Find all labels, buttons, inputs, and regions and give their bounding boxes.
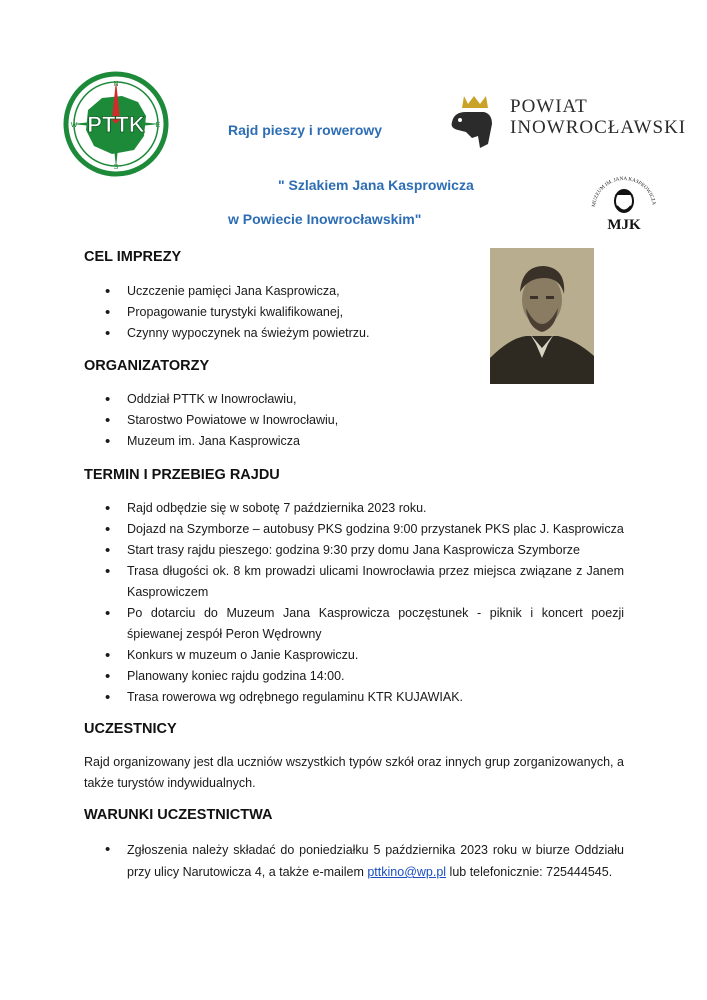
- list-item: • Po dotarciu do Muzeum Jana Kasprowicza poczęstunek - piknik i koncert poezji śpiewanej zespół Peron Wędrowny: [108, 603, 624, 645]
- event-title-line3: w Powiecie Inowrocławskim": [228, 211, 422, 227]
- pttk-logo: [62, 70, 170, 178]
- termin-list: [108, 498, 624, 708]
- museum-arc-text: MUZEUM IM. JANA KASPROWICZA: [591, 175, 657, 208]
- list-item: • Konkurs w muzeum o Janie Kasprowiczu.: [108, 645, 624, 666]
- museum-mjk-logo: [585, 165, 663, 243]
- list-item: • Propagowanie turystyki kwalifikowanej,: [108, 302, 624, 323]
- list-item: • Dojazd na Szymborze – autobusy PKS godzina 9:00 przystanek PKS plac J. Kasprowicza: [108, 519, 624, 540]
- museum-letters: MJK: [607, 217, 641, 233]
- list-item: • Planowany koniec rajdu godzina 14:00.: [108, 666, 624, 687]
- email-link[interactable]: pttkino@wp.pl: [367, 865, 447, 879]
- event-title-line1: Rajd pieszy i rowerowy: [228, 122, 383, 138]
- list-item: • Rajd odbędzie się w sobotę 7 października 2023 roku.: [108, 498, 624, 519]
- compass-s-label: S: [113, 164, 119, 171]
- powiat-logo: [444, 92, 687, 152]
- pttk-logo-text: PTTK: [87, 112, 145, 137]
- powiat-line1: POWIAT: [510, 96, 588, 117]
- section-heading-warunki: WARUNKI UCZESTNICTWA: [84, 807, 273, 823]
- compass-w-label: W: [70, 122, 78, 129]
- cel-list: [108, 281, 624, 344]
- uczestnicy-text: Rajd organizowany jest dla uczniów wszystkich typów szkół oraz innych grup zorganizowanych, a także turystów indywidualnych.: [84, 755, 624, 790]
- section-heading-termin: TERMIN I PRZEBIEG RAJDU: [84, 467, 280, 483]
- event-title-line2: " Szlakiem Jana Kasprowicza: [278, 177, 474, 193]
- list-item: [108, 839, 624, 883]
- section-heading-organizatorzy: ORGANIZATORZY: [84, 358, 210, 374]
- list-item: • Trasa rowerowa wg odrębnego regulaminu KTR KUJAWIAK.: [108, 687, 624, 708]
- section-heading-cel: CEL IMPREZY: [84, 249, 182, 265]
- list-item: • Muzeum im. Jana Kasprowicza: [108, 431, 624, 452]
- compass-e-label: E: [155, 122, 161, 129]
- warunki-text-after: lub telefonicznie: 725444545.: [446, 865, 613, 879]
- list-item: • Start trasy rajdu pieszego: godzina 9:30 przy domu Jana Kasprowicza Szymborze: [108, 540, 624, 561]
- list-item: • Oddział PTTK w Inowrocławiu,: [108, 389, 624, 410]
- warunki-list: [108, 839, 624, 883]
- list-item: • Trasa długości ok. 8 km prowadzi ulicami Inowrocławia przez miejsca związane z Janem Kasprowiczem: [108, 561, 624, 603]
- section-heading-uczestnicy: UCZESTNICY: [84, 721, 177, 737]
- organizatorzy-list: [108, 389, 624, 452]
- compass-n-label: N: [113, 81, 119, 88]
- powiat-emblem-icon: [444, 92, 506, 152]
- list-item: • Czynny wypoczynek na świeżym powietrzu.: [108, 323, 624, 344]
- list-item: • Uczczenie pamięci Jana Kasprowicza,: [108, 281, 624, 302]
- powiat-line2: INOWROCŁAWSKI: [510, 117, 687, 138]
- list-item: • Starostwo Powiatowe w Inowrocławiu,: [108, 410, 624, 431]
- warunki-text-before: Zgłoszenia należy składać do poniedziałku 5 października 2023 roku w biurze Oddziału przy ulicy Narutowicza 4, a także e-mailem: [127, 843, 624, 879]
